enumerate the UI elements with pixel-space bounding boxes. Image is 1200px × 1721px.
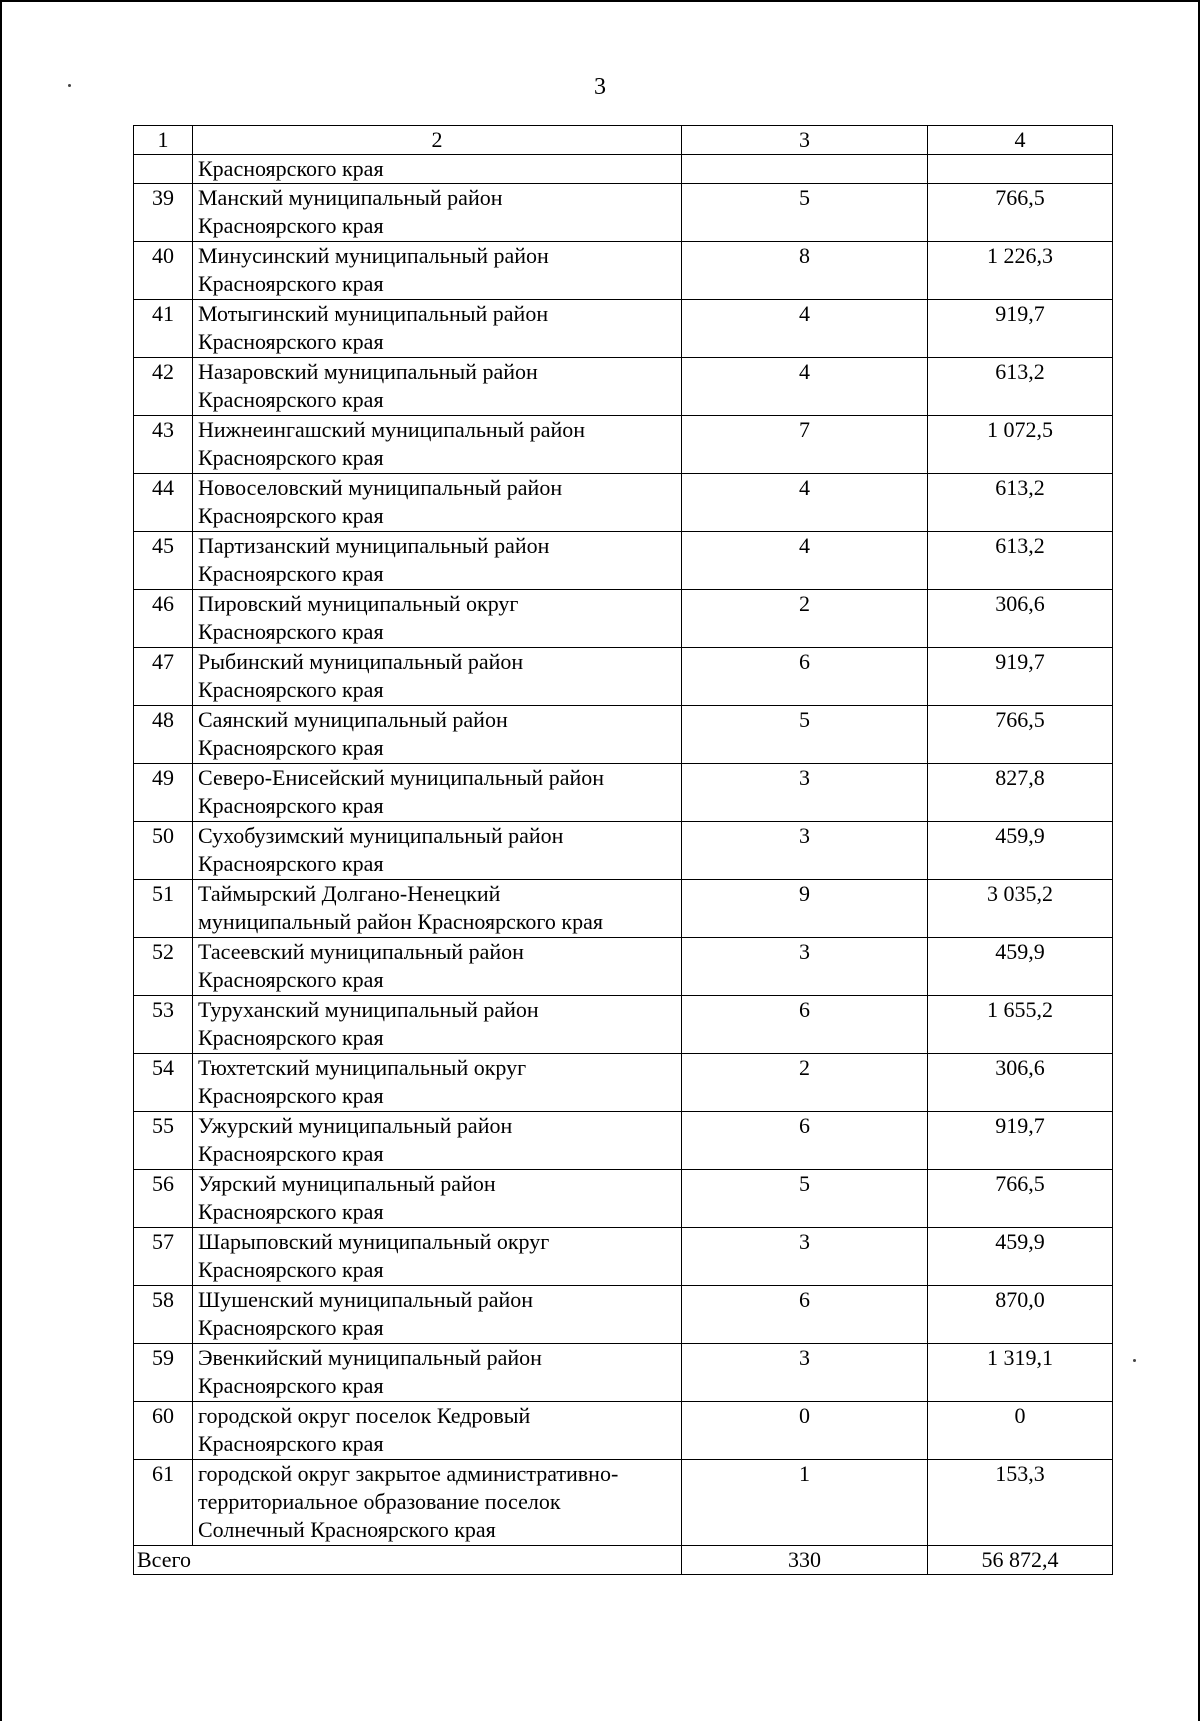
table-row — [134, 358, 1113, 416]
table-row — [134, 590, 1113, 648]
municipality-cell — [193, 242, 682, 300]
table-row — [134, 706, 1113, 764]
municipality-name-line: Красноярского края — [198, 561, 384, 586]
municipality-name-line: Тюхтетский муниципальный округ — [198, 1055, 527, 1080]
table-row — [134, 1402, 1113, 1460]
row-number-cell: 40 — [134, 242, 193, 300]
amount-cell: 919,7 — [928, 648, 1113, 706]
count-cell: 4 — [682, 358, 928, 416]
municipality-name-line: Эвенкийский муниципальный район — [198, 1345, 542, 1370]
amount-cell: 766,5 — [928, 706, 1113, 764]
table-row — [134, 300, 1113, 358]
amount-cell: 459,9 — [928, 938, 1113, 996]
amount-cell: 766,5 — [928, 184, 1113, 242]
row-number-cell: 44 — [134, 474, 193, 532]
municipality-name-line: Красноярского края — [198, 1141, 384, 1166]
municipality-name-line: Мотыгинский муниципальный район — [198, 301, 549, 326]
total-amount: 56 872,4 — [928, 1546, 1113, 1575]
count-cell: 0 — [682, 1402, 928, 1460]
column-number-4: 4 — [928, 126, 1113, 155]
amount-cell: 1 319,1 — [928, 1344, 1113, 1402]
municipality-name-line: Красноярского края — [198, 619, 384, 644]
municipality-name-line: Красноярского края — [198, 1025, 384, 1050]
municipality-name-line: Минусинский муниципальный район — [198, 243, 549, 268]
column-number-1: 1 — [134, 126, 193, 155]
municipality-cell — [193, 1054, 682, 1112]
row-number-cell: 51 — [134, 880, 193, 938]
municipality-cell — [193, 938, 682, 996]
row-number-cell: 58 — [134, 1286, 193, 1344]
row-number-cell: 54 — [134, 1054, 193, 1112]
municipality-cell — [193, 1228, 682, 1286]
municipality-name-line: Красноярского края — [198, 213, 384, 238]
column-number-row — [134, 126, 1113, 155]
row-number-cell: 50 — [134, 822, 193, 880]
row-number-cell: 42 — [134, 358, 193, 416]
table-row — [134, 1460, 1113, 1546]
table-row — [134, 1170, 1113, 1228]
amount-cell: 870,0 — [928, 1286, 1113, 1344]
municipality-cell — [193, 822, 682, 880]
municipality-name-line: Красноярского края — [198, 1373, 384, 1398]
municipality-name-line: Назаровский муниципальный район — [198, 359, 538, 384]
municipality-cell — [193, 1344, 682, 1402]
table-row — [134, 242, 1113, 300]
municipality-cell — [193, 996, 682, 1054]
municipality-name-line: Ужурский муниципальный район — [198, 1113, 513, 1138]
table-row — [134, 532, 1113, 590]
amount-cell: 919,7 — [928, 300, 1113, 358]
row-number-cell: 57 — [134, 1228, 193, 1286]
column-number-3: 3 — [682, 126, 928, 155]
count-cell: 2 — [682, 1054, 928, 1112]
municipality-name-line: Красноярского края — [198, 329, 384, 354]
count-cell: 9 — [682, 880, 928, 938]
municipality-name-line: Красноярского края — [198, 793, 384, 818]
table-row — [134, 416, 1113, 474]
municipality-cell — [193, 1460, 682, 1546]
municipality-cell — [193, 155, 682, 184]
row-number-cell: 39 — [134, 184, 193, 242]
table-row — [134, 880, 1113, 938]
municipality-cell — [193, 764, 682, 822]
municipality-name-line: Красноярского края — [198, 503, 384, 528]
row-number-cell: 60 — [134, 1402, 193, 1460]
amount-cell: 613,2 — [928, 474, 1113, 532]
municipality-name-line: муниципальный район Красноярского края — [198, 909, 603, 934]
municipality-cell — [193, 300, 682, 358]
row-number-cell: 41 — [134, 300, 193, 358]
amount-cell: 1 072,5 — [928, 416, 1113, 474]
scan-speck — [1133, 1359, 1136, 1362]
count-cell — [682, 155, 928, 184]
table-row — [134, 1344, 1113, 1402]
table-row — [134, 996, 1113, 1054]
municipality-name-line: Красноярского края — [198, 1199, 384, 1224]
amount-cell: 459,9 — [928, 1228, 1113, 1286]
row-number-cell: 48 — [134, 706, 193, 764]
row-number-cell: 46 — [134, 590, 193, 648]
municipality-name-line: территориальное образование поселок — [198, 1489, 561, 1514]
scan-border-left — [0, 0, 2, 1721]
municipality-name-line: Уярский муниципальный район — [198, 1171, 496, 1196]
count-cell: 1 — [682, 1460, 928, 1546]
row-number-cell: 53 — [134, 996, 193, 1054]
table-row — [134, 938, 1113, 996]
amount-cell: 766,5 — [928, 1170, 1113, 1228]
continuation-row — [134, 155, 1113, 184]
municipality-name-line: Рыбинский муниципальный район — [198, 649, 524, 674]
table-body — [134, 126, 1113, 1575]
municipality-cell — [193, 648, 682, 706]
column-number-2: 2 — [193, 126, 682, 155]
municipality-cell — [193, 1170, 682, 1228]
municipality-name-line: Сухобузимский муниципальный район — [198, 823, 564, 848]
count-cell: 6 — [682, 996, 928, 1054]
count-cell: 6 — [682, 1286, 928, 1344]
amount-cell: 306,6 — [928, 1054, 1113, 1112]
row-number-cell: 52 — [134, 938, 193, 996]
amount-cell: 1 655,2 — [928, 996, 1113, 1054]
count-cell: 5 — [682, 1170, 928, 1228]
amount-cell: 153,3 — [928, 1460, 1113, 1546]
table-row — [134, 1228, 1113, 1286]
row-number-cell: 61 — [134, 1460, 193, 1546]
count-cell: 3 — [682, 1228, 928, 1286]
count-cell: 6 — [682, 648, 928, 706]
row-number-cell: 49 — [134, 764, 193, 822]
row-number-cell: 45 — [134, 532, 193, 590]
municipality-name-line: городской округ закрытое административно- — [198, 1461, 619, 1486]
count-cell: 6 — [682, 1112, 928, 1170]
count-cell: 3 — [682, 1344, 928, 1402]
table-row — [134, 1054, 1113, 1112]
amount-cell: 827,8 — [928, 764, 1113, 822]
municipality-name-line: Тасеевский муниципальный район — [198, 939, 524, 964]
count-cell: 7 — [682, 416, 928, 474]
total-row — [134, 1546, 1113, 1575]
count-cell: 5 — [682, 706, 928, 764]
municipality-name-line: Манский муниципальный район — [198, 185, 503, 210]
municipality-name-line: Красноярского края — [198, 967, 384, 992]
row-number-cell: 56 — [134, 1170, 193, 1228]
municipality-name-line: Красноярского края — [198, 1315, 384, 1340]
total-count: 330 — [682, 1546, 928, 1575]
municipality-name-line: Красноярского края — [198, 677, 384, 702]
municipality-name-line: Красноярского края — [198, 156, 384, 181]
amount-cell: 1 226,3 — [928, 242, 1113, 300]
scan-border-top — [0, 0, 1200, 2]
count-cell: 4 — [682, 532, 928, 590]
amount-cell: 0 — [928, 1402, 1113, 1460]
row-number-cell: 55 — [134, 1112, 193, 1170]
table-row — [134, 184, 1113, 242]
municipality-name-line: Красноярского края — [198, 735, 384, 760]
table-row — [134, 1286, 1113, 1344]
municipality-cell — [193, 532, 682, 590]
municipality-name-line: Красноярского края — [198, 1431, 384, 1456]
municipality-name-line: Солнечный Красноярского края — [198, 1517, 496, 1542]
municipality-name-line: Партизанский муниципальный район — [198, 533, 550, 558]
municipality-name-line: Красноярского края — [198, 271, 384, 296]
municipality-name-line: Северо-Енисейский муниципальный район — [198, 765, 605, 790]
table-row — [134, 474, 1113, 532]
municipality-name-line: Шушенский муниципальный район — [198, 1287, 534, 1312]
amount-cell: 459,9 — [928, 822, 1113, 880]
municipality-cell — [193, 358, 682, 416]
count-cell: 3 — [682, 764, 928, 822]
count-cell: 3 — [682, 822, 928, 880]
municipality-name-line: Красноярского края — [198, 445, 384, 470]
municipality-name-line: городской округ поселок Кедровый — [198, 1403, 531, 1428]
municipality-cell — [193, 706, 682, 764]
row-number-cell: 47 — [134, 648, 193, 706]
count-cell: 2 — [682, 590, 928, 648]
municipality-name-line: Саянский муниципальный район — [198, 707, 508, 732]
amount-cell: 306,6 — [928, 590, 1113, 648]
municipality-cell — [193, 1402, 682, 1460]
table-row — [134, 648, 1113, 706]
table-row — [134, 764, 1113, 822]
row-number-cell — [134, 155, 193, 184]
municipality-name-line: Новоселовский муниципальный район — [198, 475, 563, 500]
municipality-name-line: Нижнеингашский муниципальный район — [198, 417, 586, 442]
amount-cell — [928, 155, 1113, 184]
table-row — [134, 1112, 1113, 1170]
count-cell: 4 — [682, 300, 928, 358]
municipality-name-line: Шарыповский муниципальный округ — [198, 1229, 550, 1254]
municipality-cell — [193, 1112, 682, 1170]
municipality-name-line: Туруханский муниципальный район — [198, 997, 539, 1022]
count-cell: 3 — [682, 938, 928, 996]
table-row — [134, 822, 1113, 880]
page-number: 3 — [594, 74, 606, 100]
municipality-cell — [193, 416, 682, 474]
municipality-name-line: Пировский муниципальный округ — [198, 591, 519, 616]
municipality-cell — [193, 474, 682, 532]
municipality-name-line: Таймырский Долгано-Ненецкий — [198, 881, 501, 906]
municipality-cell — [193, 1286, 682, 1344]
amount-cell: 919,7 — [928, 1112, 1113, 1170]
allocation-table — [133, 125, 1113, 1575]
count-cell: 8 — [682, 242, 928, 300]
row-number-cell: 43 — [134, 416, 193, 474]
amount-cell: 613,2 — [928, 358, 1113, 416]
municipality-cell — [193, 590, 682, 648]
municipality-name-line: Красноярского края — [198, 1083, 384, 1108]
municipality-cell — [193, 184, 682, 242]
municipality-cell — [193, 880, 682, 938]
amount-cell: 3 035,2 — [928, 880, 1113, 938]
municipality-name-line: Красноярского края — [198, 851, 384, 876]
row-number-cell: 59 — [134, 1344, 193, 1402]
municipality-name-line: Красноярского края — [198, 387, 384, 412]
amount-cell: 613,2 — [928, 532, 1113, 590]
total-label: Всего — [134, 1546, 682, 1575]
municipality-name-line: Красноярского края — [198, 1257, 384, 1282]
count-cell: 4 — [682, 474, 928, 532]
count-cell: 5 — [682, 184, 928, 242]
